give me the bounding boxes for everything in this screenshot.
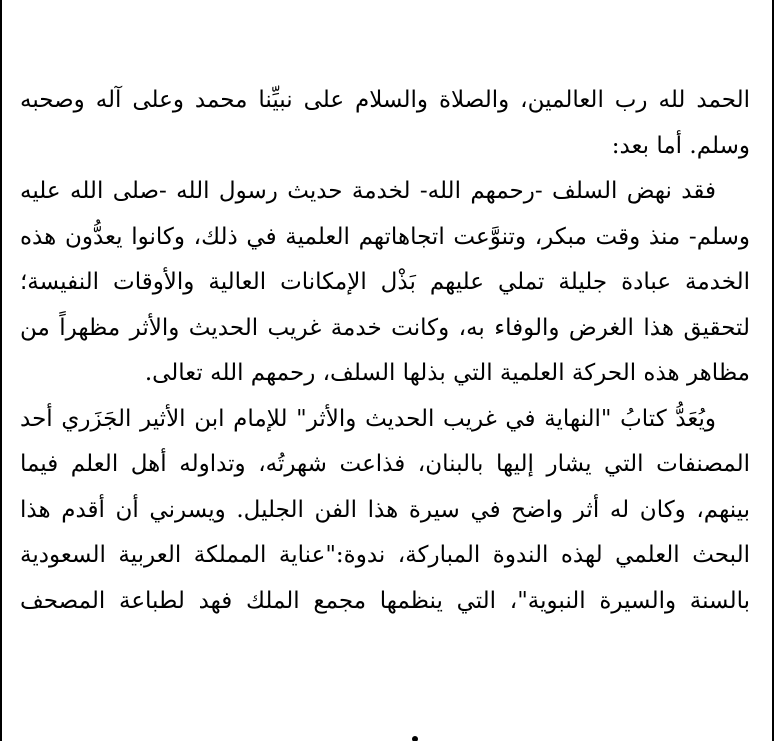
nihaya-paragraph: ويُعَدُّ كتابُ "النهاية في غريب الحديث والأثر" للإمام ابن الأثير الجَزَري أحد المصنفات التي يشار إليها بالبنان، فذاعت شهرتُه، وتداوله أهل العلم فيما بينهم، وكان له أثر واضح في سيرة هذا الفن الجليل. ويسرني أن أقدم هذا البحث العلمي لهذه الندوة المباركة، ندوة:"عناية المملكة العربية السعودية بالسنة والسيرة النبوية"، التي ينظمها مجمع الملك فهد لطباعة المصحف — [20, 405, 750, 614]
body-text — [20, 78, 750, 624]
opening-paragraph: الحمد لله رب العالمين، والصلاة والسلام على نبيِّنا محمد وعلى آله وصحبه وسلم. أما بعد: — [20, 87, 750, 159]
page-border-left — [0, 0, 2, 741]
cut-off-next-line — [400, 734, 430, 741]
salaf-paragraph: فقد نهض السلف -رحمهم الله- لخدمة حديث رسول الله -صلى الله عليه وسلم- منذ وقت مبكر، وتنوَّعت اتجاهاتهم العلمية في ذلك، وكانوا يعدُّون هذه الخدمة عبادة جليلة تملي عليهم بَذْل الإمكانات العالية والأوقات النفيسة؛ لتحقيق هذا الغرض والوفاء به، وكانت خدمة غريب الحديث والأثر مظهراً من مظاهر هذه الحركة العلمية التي بذلها السلف، رحمهم الله تعالى. — [20, 178, 750, 386]
